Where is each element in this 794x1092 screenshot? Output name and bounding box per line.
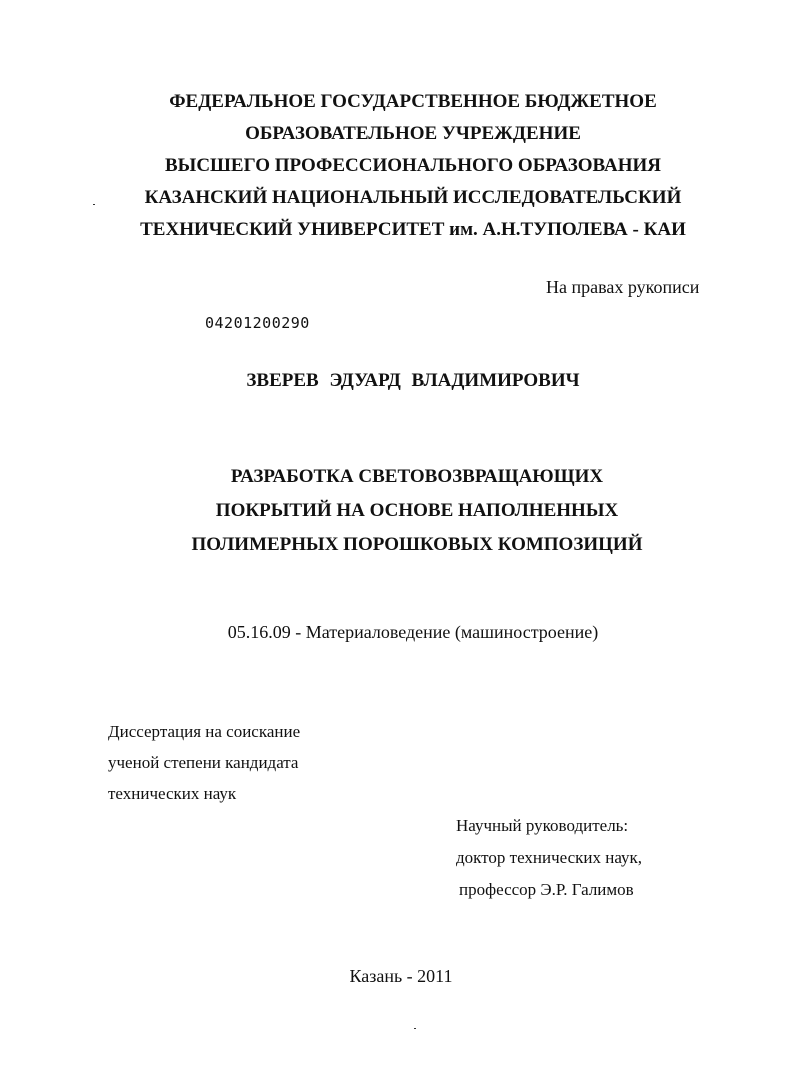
institution-line: ФЕДЕРАЛЬНОЕ ГОСУДАРСТВЕННОЕ БЮДЖЕТНОЕ bbox=[169, 91, 657, 112]
thesis-title bbox=[0, 460, 794, 562]
supervisor-label: Научный руководитель: bbox=[456, 816, 629, 835]
institution-line: ВЫСШЕГО ПРОФЕССИОНАЛЬНОГО ОБРАЗОВАНИЯ bbox=[165, 155, 661, 176]
scan-speck bbox=[93, 204, 95, 205]
author-name: ЗВЕРЕВ ЭДУАРД ВЛАДИМИРОВИЧ bbox=[246, 370, 580, 391]
institution-line: КАЗАНСКИЙ НАЦИОНАЛЬНЫЙ ИССЛЕДОВАТЕЛЬСКИЙ bbox=[144, 187, 682, 208]
degree-line: Диссертация на соискание bbox=[108, 722, 301, 741]
supervisor-name: профессор Э.Р. Галимов bbox=[459, 880, 634, 899]
scan-speck bbox=[414, 1028, 416, 1029]
supervisor-block bbox=[456, 810, 642, 906]
supervisor-degree: доктор технических наук, bbox=[456, 848, 643, 867]
manuscript-note: На правах рукописи bbox=[546, 277, 700, 297]
degree-line: технических наук bbox=[108, 784, 237, 803]
thesis-title-line: ПОКРЫТИЙ НА ОСНОВЕ НАПОЛНЕННЫХ bbox=[215, 500, 619, 521]
institution-line: ТЕХНИЧЕСКИЙ УНИВЕРСИТЕТ им. А.Н.ТУПОЛЕВА - КАИ bbox=[140, 219, 686, 240]
thesis-title-line: ПОЛИМЕРНЫХ ПОРОШКОВЫХ КОМПОЗИЦИЙ bbox=[191, 534, 643, 555]
place-year: Казань - 2011 bbox=[349, 966, 453, 986]
degree-line: ученой степени кандидата bbox=[108, 753, 299, 772]
specialty-code: 05.16.09 - Материаловедение (машиностроение) bbox=[227, 622, 599, 642]
thesis-title-line: РАЗРАБОТКА СВЕТОВОЗВРАЩАЮЩИХ bbox=[230, 466, 604, 487]
degree-statement bbox=[108, 716, 300, 809]
institution-line: ОБРАЗОВАТЕЛЬНОЕ УЧРЕЖДЕНИЕ bbox=[245, 123, 581, 144]
catalog-number: 04201200290 bbox=[205, 314, 310, 332]
institution-header bbox=[0, 86, 794, 246]
